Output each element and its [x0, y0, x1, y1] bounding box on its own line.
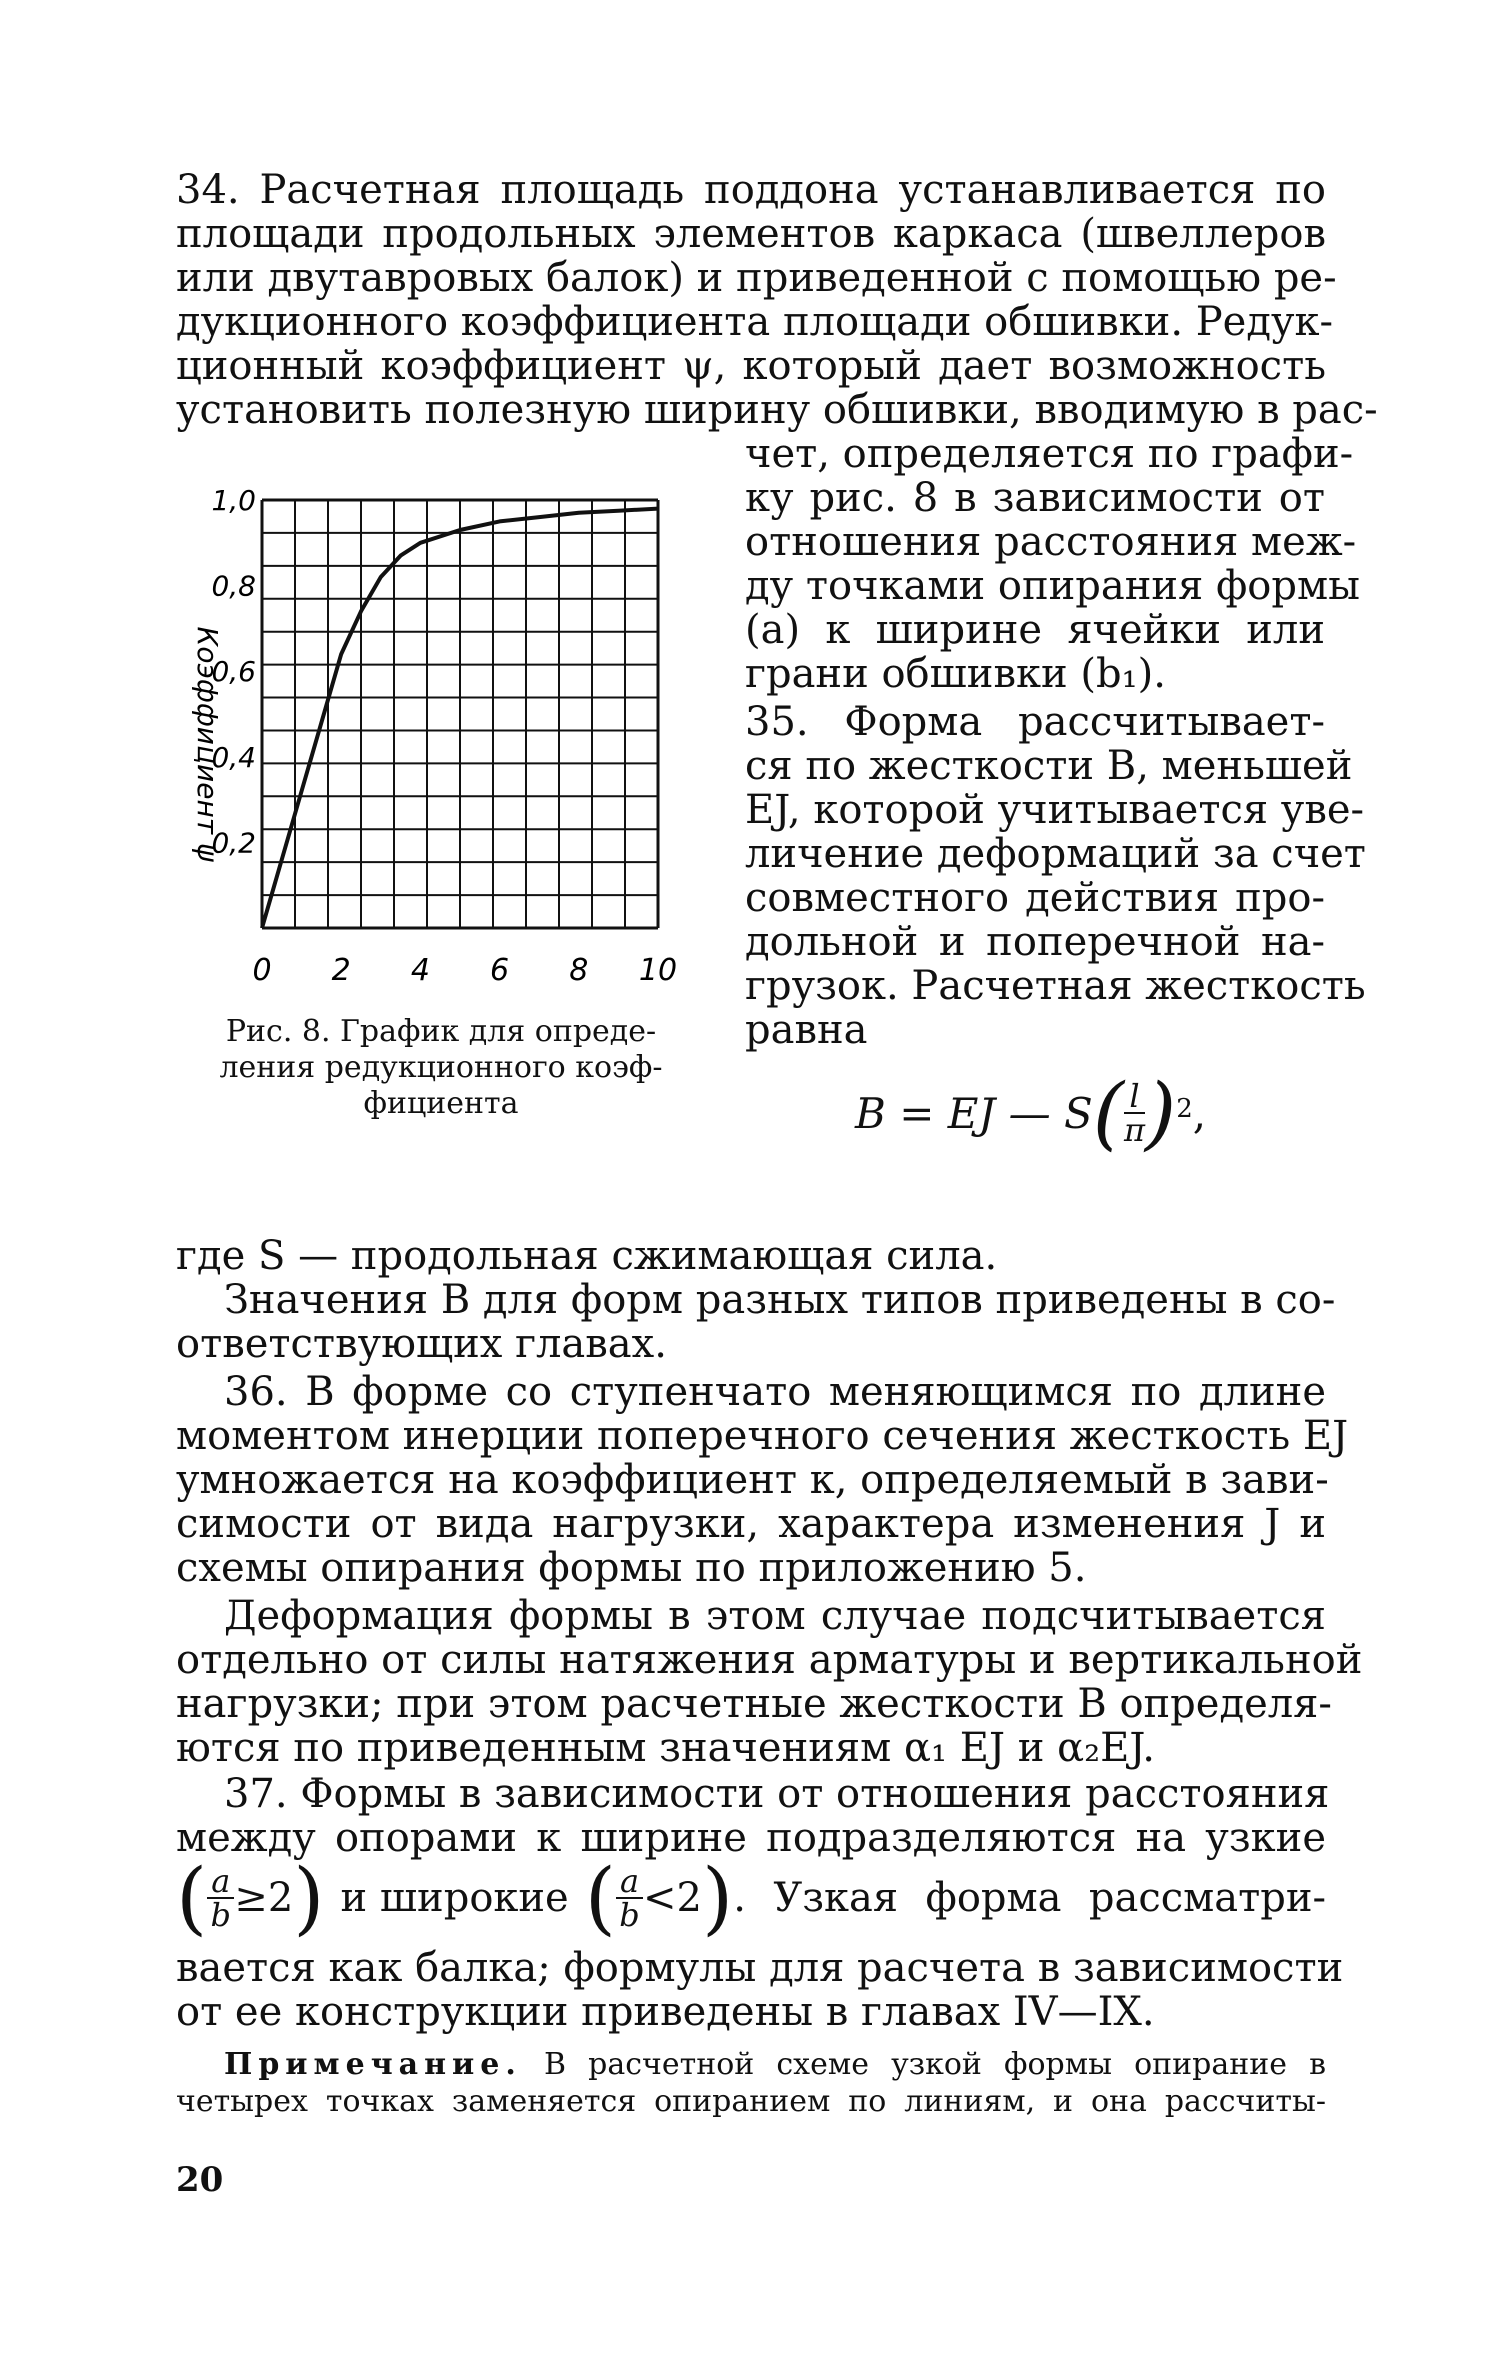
note-title: Примечание. [224, 2047, 522, 2082]
paragraph-34 [176, 167, 1378, 433]
text-line: вается как балка; формулы для расчета в зависимости [176, 1945, 1344, 1991]
text-line: ку рис. 8 в зависимости от [745, 475, 1325, 521]
note-line [176, 2046, 1326, 2083]
reduction-coefficient-chart [176, 470, 696, 1010]
numerator: a [207, 1865, 234, 1899]
text-line: EJ, которой учитывается уве- [745, 787, 1365, 833]
x-tick-label: 10 [638, 953, 678, 988]
text-line: ционный коэффициент ψ, который дает возможность [176, 343, 1326, 389]
text-line: 35. Форма рассчитывает- [745, 699, 1325, 745]
paragraph-35-after [176, 1233, 1336, 1367]
caption-line: фициента [363, 1086, 519, 1121]
text-line: или двутавровых балок) и приведенной с помощью ре- [176, 255, 1337, 301]
text-line: отношения расстояния меж- [745, 519, 1357, 565]
y-tick-label: 1,0 [211, 484, 256, 517]
text-line: 36. В форме со ступенчато меняющимся по длине [224, 1369, 1326, 1415]
formula-fraction [1123, 1077, 1145, 1149]
text-line: схемы опирания формы по приложению 5. [176, 1545, 1087, 1591]
y-tick-label: 0,4 [211, 740, 256, 774]
figure-caption [176, 1014, 706, 1122]
paren: ( [176, 1851, 208, 1944]
text-line: моментом инерции поперечного сечения жесткость EJ [176, 1413, 1349, 1459]
paragraph-36 [176, 1369, 1349, 1591]
text-line: ются по приведенным значениям α₁ EJ и α₂EJ. [176, 1725, 1155, 1771]
text-line: равна [745, 1007, 868, 1053]
paragraph-37 [176, 1771, 1330, 1861]
text-line: (a) к ширине ячейки или [745, 607, 1325, 653]
denominator: b [619, 1896, 640, 1934]
mid-text: и широкие [340, 1875, 569, 1921]
text-line: дольной и поперечной на- [745, 919, 1325, 965]
text-line: личение деформаций за счет [745, 831, 1366, 877]
x-tick-label: 0 [252, 953, 272, 988]
numerator: a [616, 1865, 643, 1899]
y-tick-label: 0,8 [211, 569, 256, 603]
formula-paren: ( [1092, 1066, 1124, 1159]
note-line: четырех точках заменяется опиранием по линиям, и она рассчиты- [176, 2084, 1326, 2119]
narrow-relation: ≥2 [234, 1875, 294, 1921]
text-line: симости от вида нагрузки, характера изменения J и [176, 1501, 1326, 1547]
caption-line: ления редукционного коэф- [219, 1050, 663, 1085]
formula-power: 2 [1176, 1094, 1193, 1124]
y-tick-label: 0,6 [211, 655, 256, 689]
text-line: грани обшивки (b₁). [745, 651, 1166, 697]
text-line: чет, определяется по графи- [745, 431, 1354, 477]
paragraph-35 [745, 699, 1366, 1053]
text-line: установить полезную ширину обшивки, вводимую в рас- [176, 387, 1378, 433]
page-number: 20 [176, 2160, 224, 2200]
text-line: Значения B для форм разных типов приведены в со- [224, 1277, 1336, 1323]
text-line: от ее конструкции приведены в главах IV—IX. [176, 1989, 1155, 2035]
caption-line: Рис. 8. График для опреде- [225, 1014, 657, 1049]
text-line: ду точками опирания формы [745, 563, 1360, 609]
text-line: нагрузки; при этом расчетные жесткости B определя- [176, 1681, 1332, 1727]
x-tick-label: 2 [331, 953, 351, 988]
paragraph-36-b [176, 1593, 1363, 1771]
paragraph-37-inequalities [176, 1851, 1326, 1944]
note-text: В расчетной схеме узкой формы опирание в [543, 2047, 1326, 2082]
paren: ) [293, 1851, 325, 1944]
text-line: . Узкая форма рассматри- [733, 1875, 1326, 1921]
paren: ( [584, 1851, 616, 1944]
x-tick-label: 4 [410, 953, 430, 988]
x-tick-label: 6 [490, 953, 510, 988]
text-line: умножается на коэффициент κ, определяемый в зави- [176, 1457, 1329, 1503]
text-line: где S — продольная сжимающая сила. [176, 1233, 998, 1279]
formula-paren: ) [1144, 1066, 1177, 1159]
text-line: 37. Формы в зависимости от отношения расстояния [224, 1771, 1330, 1817]
x-tick-label: 8 [569, 953, 589, 988]
text-line: между опорами к ширине подразделяются на узкие [176, 1815, 1326, 1861]
denominator: b [210, 1896, 231, 1934]
y-tick-label: 0,2 [211, 826, 256, 860]
footnote [176, 2046, 1326, 2120]
narrow-fraction [207, 1862, 234, 1934]
text-line: дукционного коэффициента площади обшивки. Редук- [176, 299, 1334, 345]
wide-fraction [616, 1862, 643, 1934]
formula-denominator: π [1123, 1111, 1145, 1149]
formula-lhs: B = EJ — S [855, 1088, 1093, 1138]
wide-relation: <2 [643, 1875, 702, 1921]
formula-numerator: l [1124, 1080, 1145, 1114]
text-line: ся по жесткости B, меньшей [745, 743, 1353, 789]
stiffness-formula [855, 1066, 1295, 1210]
paragraph-37-end [176, 1945, 1344, 2035]
text-line: совместного действия про- [745, 875, 1325, 921]
formula-comma: , [1192, 1088, 1207, 1138]
paragraph-34-continued [745, 431, 1360, 697]
text-line: площади продольных элементов каркаса (швеллеров [176, 211, 1326, 257]
text-line: грузок. Расчетная жесткость [745, 963, 1366, 1009]
text-line: 34. Расчетная площадь поддона устанавливается по [176, 167, 1326, 213]
text-line: ответствующих главах. [176, 1321, 667, 1367]
text-line: Деформация формы в этом случае подсчитывается [224, 1593, 1326, 1639]
text-line: отдельно от силы натяжения арматуры и вертикальной [176, 1637, 1363, 1683]
paren: ) [702, 1851, 734, 1944]
y-axis-label: Коэффициент ψ [191, 626, 224, 862]
